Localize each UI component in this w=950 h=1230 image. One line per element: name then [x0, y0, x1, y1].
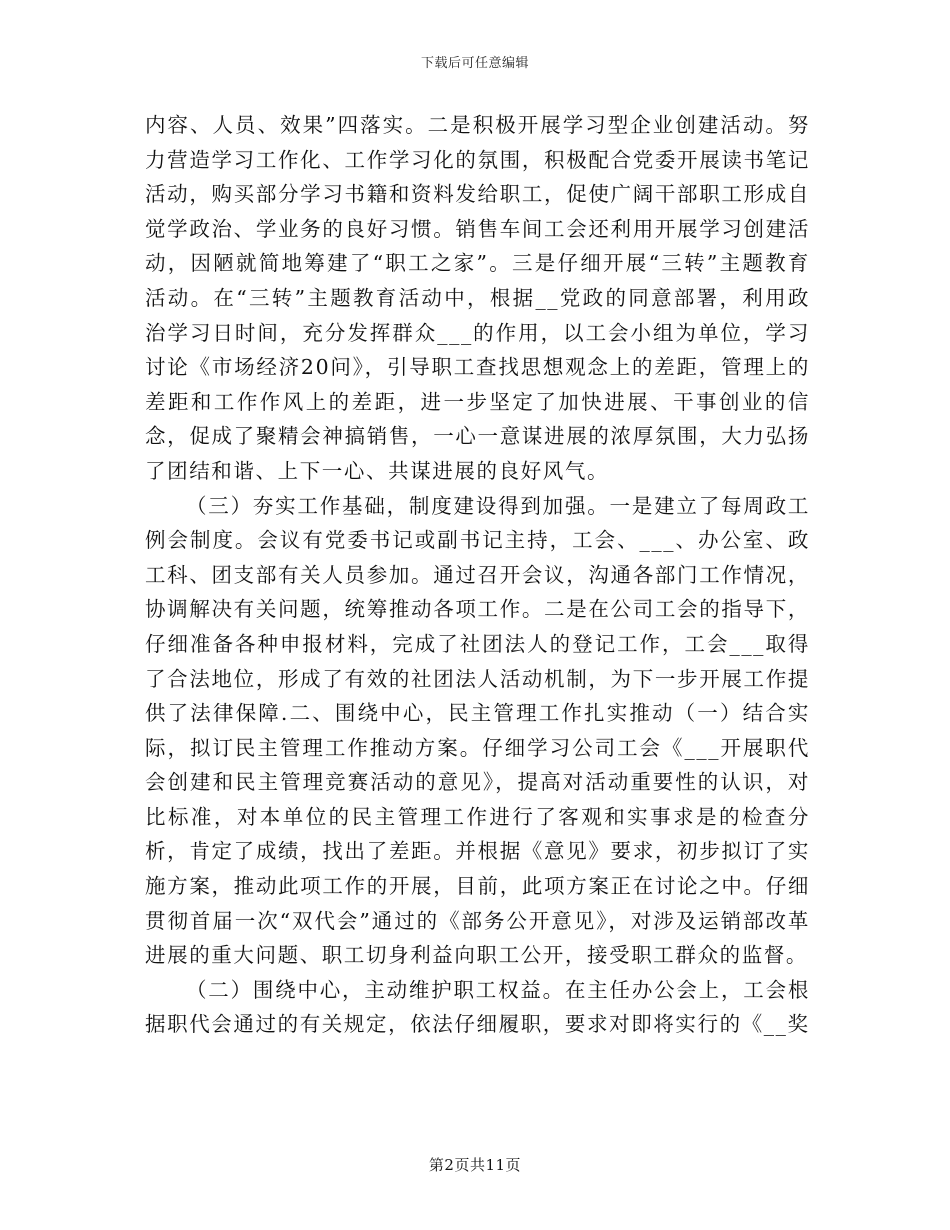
page-number-footer: 第2页共11页: [428, 1156, 522, 1174]
paragraph-2: （三）夯实工作基础，制度建设得到加强。一是建立了每周政工例会制度。会议有党委书记或副书记主持，工会、___、办公室、政工科、团支部有关人员参加。通过召开会议，沟通各部门工作情况，协调解决有关问题，统筹推动各项工作。二是在公司工会的指导下，仔细准备各种申报材料，完成了社团法人的登记工作，工会___取得了合法地位，形成了有效的社团法人活动机制，为下一步开展工作提供了法律保障.二、围绕中心，民主管理工作扎实推动（一）结合实际，拟订民主管理工作推动方案。仔细学习公司工会《___开展职代会创建和民主管理竞赛活动的意见》，提高对活动重要性的认识，对比标准，对本单位的民主管理工作进行了客观和实事求是的检查分析，肯定了成绩，找出了差距。并根据《意见》要求，初步拟订了实施方案，推动此项工作的开展，目前，此项方案正在讨论之中。仔细贯彻首届一次“双代会”通过的《部务公开意见》，对涉及运销部改革进展的重大问题、职工切身利益向职工公开，接受职工群众的监督。: [145, 493, 810, 968]
paragraph-3: （二）围绕中心，主动维护职工权益。在主任办公会上，工会根据职代会通过的有关规定，依法仔细履职，要求对即将实行的《__奖: [145, 977, 810, 1037]
document-body: [145, 108, 810, 1042]
page-header: 下载后可任意编辑: [420, 56, 529, 71]
paragraph-1: 内容、人员、效果”四落实。二是积极开展学习型企业创建活动。努力营造学习工作化、工作学习化的氛围，积极配合党委开展读书笔记活动，购买部分学习书籍和资料发给职工，促使广阔干部职工形成自觉学政治、学业务的良好习惯。销售车间工会还利用开展学习创建活动，因陋就简地筹建了“职工之家”。三是仔细开展“三转”主题教育活动。在“三转”主题教育活动中，根据__党政的同意部署，利用政治学习日时间，充分发挥群众___的作用，以工会小组为单位，学习讨论《市场经济20问》，引导职工查找思想观念上的差距，管理上的差距和工作作风上的差距，进一步坚定了加快进展、干事创业的信念，促成了聚精会神搞销售，一心一意谋进展的浓厚氛围，大力弘扬了团结和谐、上下一心、共谋进展的良好风气。: [145, 113, 810, 483]
